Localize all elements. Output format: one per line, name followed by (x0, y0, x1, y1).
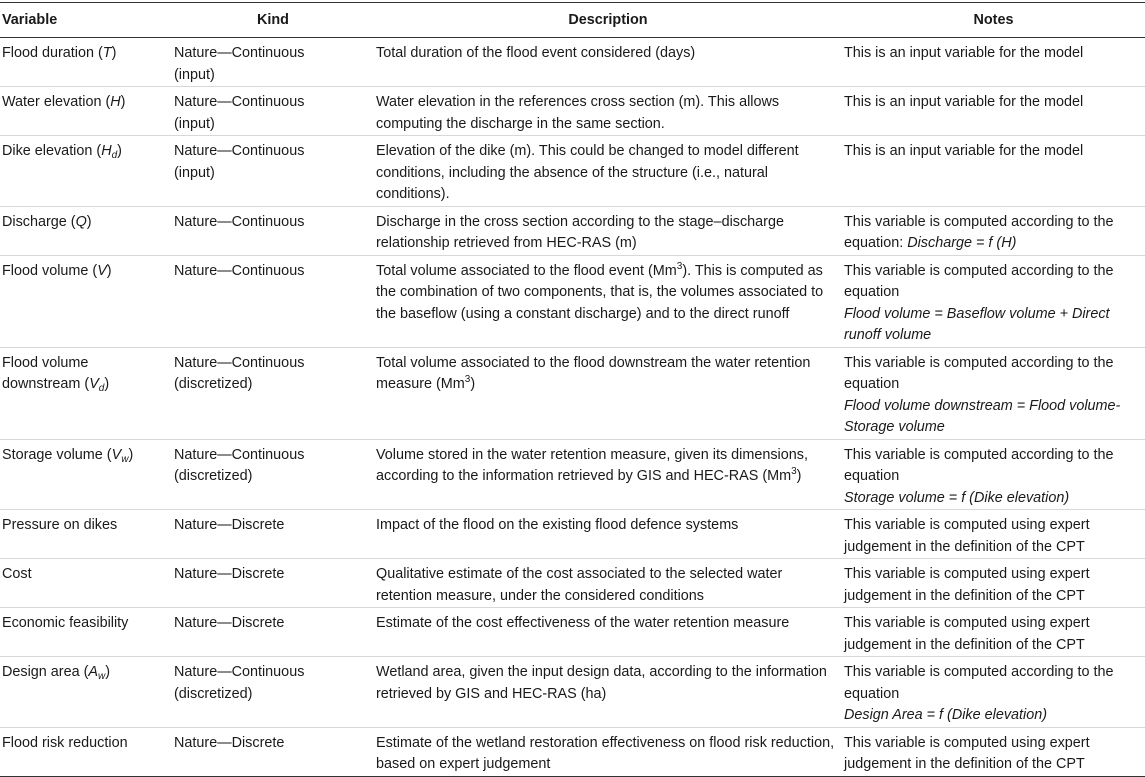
notes-text: This variable is computed using expert judgement in the definition of the CPT (844, 566, 1090, 604)
description-text: Discharge in the cross section according to the stage–discharge relationship retrieved from HEC-RAS (m) (376, 213, 784, 251)
notes-text: This variable is computed using expert judgement in the definition of the CPT (844, 517, 1090, 555)
variable-close: ) (117, 143, 122, 159)
notes-text: This variable is computed according to the equation (844, 354, 1114, 392)
variable-close: ) (111, 45, 117, 61)
kind-type: Nature—Discrete (174, 517, 285, 533)
variable-name: Economic feasibility (2, 615, 129, 631)
notes-cell (842, 608, 1145, 657)
kind-cell (172, 559, 374, 608)
kind-type: Nature—Discrete (174, 566, 285, 582)
header-kind: Kind (257, 12, 289, 28)
kind-cell (172, 206, 374, 255)
kind-type: Nature—Continuous (174, 143, 305, 159)
kind-cell (172, 510, 374, 559)
table-row (0, 206, 1145, 255)
kind-cell (172, 347, 374, 439)
kind-type: Nature—Continuous (174, 664, 305, 680)
variable-name: Cost (2, 566, 32, 582)
notes-text: This variable is computed according to the equation (844, 446, 1114, 484)
header-row (0, 3, 1145, 38)
description-text: Qualitative estimate of the cost associated to the selected water retention measure, under the considered conditions (376, 566, 783, 604)
variable-cell (0, 657, 172, 728)
kind-cell (172, 255, 374, 347)
variable-cell (0, 206, 172, 255)
table-row (0, 727, 1145, 776)
variable-cell (0, 439, 172, 510)
table-row (0, 510, 1145, 559)
kind-cell (172, 136, 374, 207)
notes-equation: Design Area = f (Dike elevation) (844, 707, 1048, 723)
notes-text: This variable is computed according to the equation: (844, 213, 1114, 251)
description-superscript: 3 (791, 466, 797, 477)
table-row (0, 608, 1145, 657)
description-cell (374, 559, 842, 608)
description-text: Volume stored in the water retention measure, given its dimensions, according to the information retrieved by GIS and HEC-RAS (Mm (376, 446, 808, 484)
variable-subscript: w (121, 453, 129, 465)
description-text: Impact of the flood on the existing flood defence systems (376, 517, 739, 533)
description-cell (374, 347, 842, 439)
notes-cell (842, 439, 1145, 510)
kind-cell (172, 38, 374, 87)
description-end: ) (796, 468, 802, 484)
variable-name: Dike elevation ( (2, 143, 102, 159)
kind-type: Nature—Continuous (174, 213, 305, 230)
description-cell (374, 657, 842, 728)
variable-cell (0, 255, 172, 347)
variable-cell (0, 347, 172, 439)
variable-symbol: V (89, 376, 99, 392)
table-row (0, 657, 1145, 728)
kind-cell (172, 657, 374, 728)
notes-text: This variable is computed using expert judgement in the definition of the CPT (844, 615, 1090, 653)
notes-cell (842, 727, 1145, 776)
notes-text: This variable is computed using expert judgement in the definition of the CPT (844, 734, 1090, 772)
kind-type: Nature—Discrete (174, 615, 285, 631)
description-superscript: 3 (464, 374, 471, 385)
kind-type: Nature—Discrete (174, 734, 285, 751)
description-text: Total duration of the flood event considered (days) (376, 45, 696, 61)
variable-subscript: d (98, 383, 105, 394)
kind-cell (172, 439, 374, 510)
variable-close: ) (105, 664, 111, 680)
description-cell (374, 136, 842, 207)
variable-name: Flood duration ( (2, 45, 103, 61)
notes-cell (842, 87, 1145, 136)
table-row (0, 136, 1145, 207)
variable-symbol: V (111, 446, 122, 463)
variable-close: ) (86, 213, 92, 230)
notes-cell (842, 136, 1145, 207)
variable-cell (0, 38, 172, 87)
kind-type: Nature—Continuous (174, 45, 305, 61)
table-row (0, 559, 1145, 608)
variable-symbol: A (88, 664, 98, 680)
variable-symbol: H (101, 143, 112, 159)
description-cell (374, 727, 842, 776)
table-row (0, 87, 1145, 136)
variable-name: Pressure on dikes (2, 517, 118, 533)
description-end: ) (470, 376, 476, 392)
description-superscript: 3 (676, 260, 683, 272)
kind-detail: (input) (174, 164, 215, 181)
description-text: Wetland area, given the input design data, according to the information retrieved by GIS and HEC-RAS (ha) (376, 664, 827, 702)
description-text: Water elevation in the references cross section (m). This allows computing the discharge in the same section. (376, 94, 780, 132)
description-cell (374, 510, 842, 559)
description-text: Total volume associated to the flood downstream the water retention measure (Mm (376, 354, 811, 392)
notes-text: This is an input variable for the model (844, 45, 1084, 61)
variable-name: Flood risk reduction (2, 734, 128, 751)
table-row (0, 255, 1145, 347)
description-cell (374, 206, 842, 255)
description-cell (374, 87, 842, 136)
description-text: Total volume associated to the flood event (Mm (376, 262, 677, 279)
variable-cell (0, 559, 172, 608)
kind-cell (172, 727, 374, 776)
variable-cell (0, 608, 172, 657)
description-cell (374, 608, 842, 657)
header-description: Description (568, 12, 648, 28)
kind-detail: (discretized) (174, 376, 253, 392)
notes-cell (842, 657, 1145, 728)
variable-symbol: T (102, 45, 112, 61)
description-cell (374, 439, 842, 510)
description-cell (374, 38, 842, 87)
variable-name: Storage volume ( (2, 446, 112, 463)
table-row (0, 38, 1145, 87)
description-text: Estimate of the wetland restoration effectiveness on flood risk reduction, based on expert judgement (376, 734, 835, 772)
variable-cell (0, 727, 172, 776)
notes-cell (842, 38, 1145, 87)
notes-text: This variable is computed according to the equation (844, 664, 1114, 702)
notes-equation: Flood volume = Baseflow volume + Direct runoff volume (844, 305, 1110, 343)
variable-name: Flood volume ( (2, 262, 98, 279)
kind-type: Nature—Continuous (174, 94, 305, 110)
variable-subscript: w (98, 671, 106, 682)
header-notes: Notes (973, 12, 1014, 28)
variable-close: ) (104, 376, 110, 392)
variable-cell (0, 87, 172, 136)
variable-name: Water elevation ( (2, 94, 111, 110)
notes-text: This is an input variable for the model (844, 143, 1084, 159)
variable-close: ) (106, 262, 112, 279)
header-variable: Variable (2, 12, 58, 28)
notes-cell (842, 510, 1145, 559)
kind-detail: (input) (174, 115, 215, 132)
notes-cell (842, 559, 1145, 608)
notes-text: This is an input variable for the model (844, 94, 1084, 110)
kind-type: Nature—Continuous (174, 354, 305, 371)
description-text: Estimate of the cost effectiveness of the water retention measure (376, 615, 790, 631)
variable-name: Design area ( (2, 664, 89, 680)
variable-subscript: d (111, 150, 118, 161)
table-row (0, 347, 1145, 439)
kind-type: Nature—Continuous (174, 262, 305, 279)
description-end: ). This is computed as the combination of two components, that is, the volumes associated to the baseflow (using a constant discharge) and to the direct runoff (376, 262, 824, 322)
variables-table (0, 2, 1145, 777)
variable-symbol: H (110, 94, 121, 110)
description-cell (374, 255, 842, 347)
variable-name: Discharge ( (2, 213, 76, 230)
table-row (0, 439, 1145, 510)
notes-equation: Storage volume = f (Dike elevation) (844, 489, 1070, 506)
variable-close: ) (120, 94, 126, 110)
variable-cell (0, 510, 172, 559)
notes-equation: Flood volume downstream = Flood volume-Storage volume (844, 397, 1121, 435)
kind-cell (172, 608, 374, 657)
variable-symbol: Q (75, 213, 87, 230)
kind-detail: (discretized) (174, 685, 253, 702)
variable-cell (0, 136, 172, 207)
kind-detail: (discretized) (174, 468, 253, 484)
kind-cell (172, 87, 374, 136)
variable-symbol: V (97, 262, 107, 279)
notes-cell (842, 206, 1145, 255)
notes-text: This variable is computed according to the equation (844, 262, 1114, 300)
kind-type: Nature—Continuous (174, 446, 305, 463)
notes-equation: Discharge = f (H) (907, 235, 1017, 251)
kind-detail: (input) (174, 66, 215, 83)
notes-cell (842, 255, 1145, 347)
variable-name: Flood volume downstream ( (2, 354, 90, 392)
notes-cell (842, 347, 1145, 439)
description-text: Elevation of the dike (m). This could be changed to model different conditions, including the absence of the structure (i.e., natural conditions). (376, 143, 799, 202)
variable-close: ) (128, 446, 134, 463)
